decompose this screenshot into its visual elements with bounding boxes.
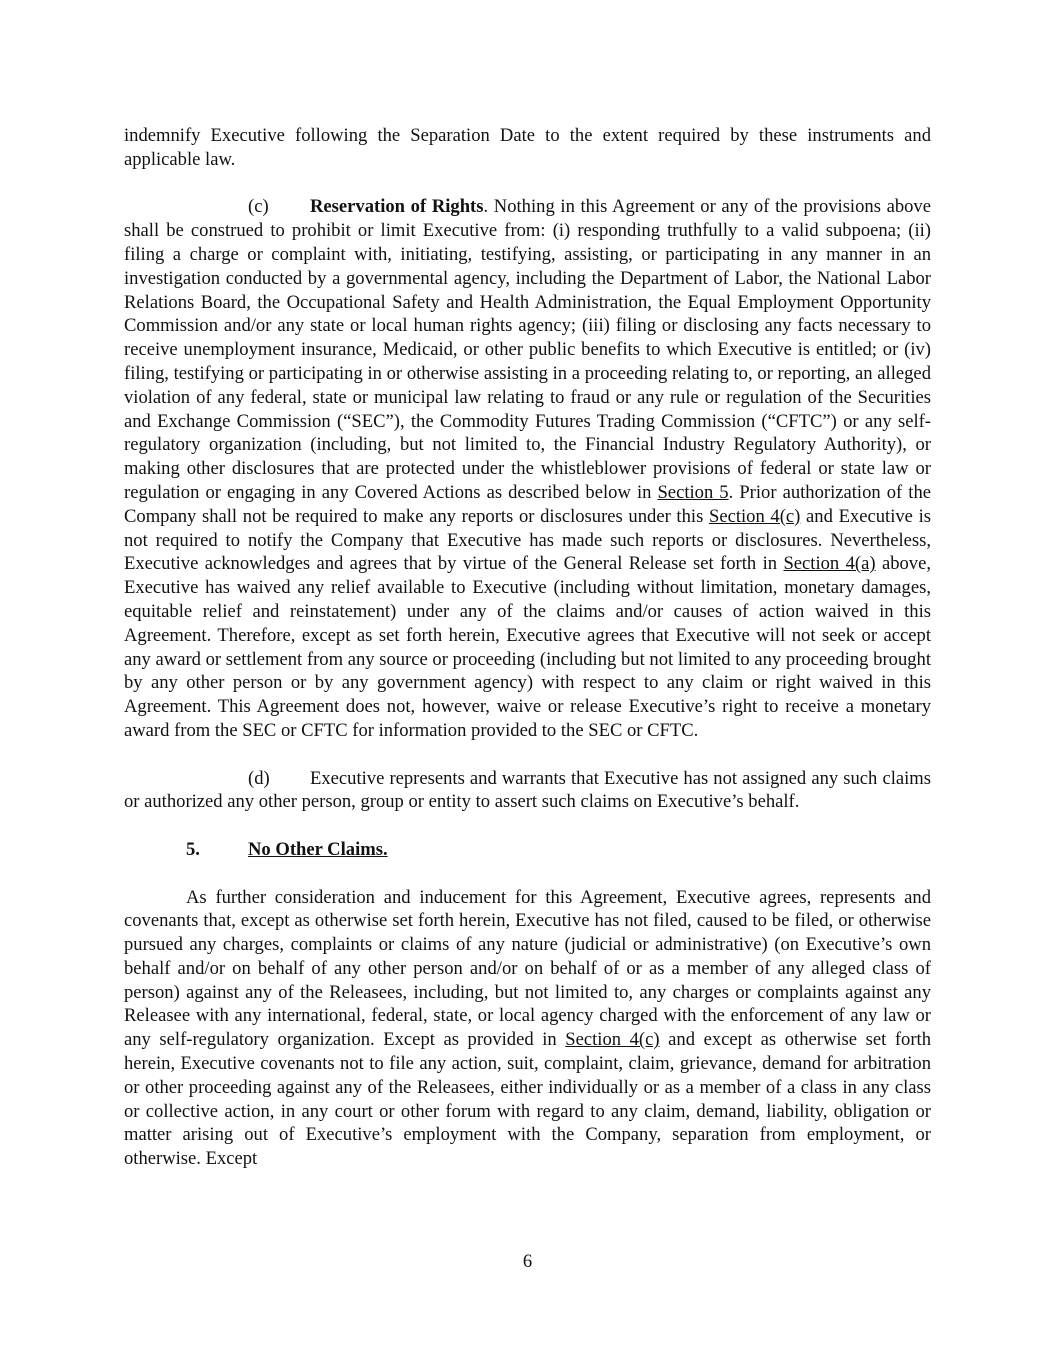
section-4d-label: (d): [248, 767, 270, 789]
section-4c-text-1: . Nothing in this Agreement or any of the provisions above shall be construed to prohibit or limit Executive from: (i) responding truthfully to a valid subpoena; (ii) filing a charge or complaint with, initiating, testifying, assisting, or participating in any manner in an investigation conducted by a governmental agency, including the Department of Labor, the National Labor Relations Board, the Occupational Safety and Health Administration, the Equal Employment Opportunity Commission and/or any state or local human rights agency; (iii) filing or disclosing any facts necessary to receive unemployment insurance, Medicaid, or other public benefits to which Executive is entitled; or (iv) filing, testifying or participating in or otherwise assisting in a proceeding relating to, or reporting, an alleged violation of any federal, state or municipal law relating to fraud or any rule or regulation of the Securities and Exchange Commission (“SEC”), the Commodity Futures Trading Commission (“CFTC”) or any self-regulatory organization (including, but not limited to, the Financial Industry Regulatory Authority), or making other disclosures that are protected under the whistleblower provisions of federal or state law or regulation or engaging in any Covered Actions as described below in: [124, 196, 931, 503]
section-4d-paragraph: [124, 767, 931, 815]
section-5-reference: Section 5: [657, 481, 729, 503]
section-4c-text-3: and Executive is not required to notify the Company that Executive has made such reports or disclosures. Nevertheless, Executive acknowledges and agrees that by virtue of the General Release set forth in: [124, 505, 931, 575]
section-5-number: 5.: [186, 838, 200, 860]
section-4c-paragraph: [124, 195, 931, 742]
section-4c-label: (c): [248, 196, 269, 218]
paragraph-spacer: [124, 743, 931, 767]
document-page: [124, 124, 931, 1171]
paragraph-spacer: [124, 172, 931, 196]
section-5-text-1: As further consideration and inducement for this Agreement, Executive agrees, represents and covenants that, except as otherwise set forth herein, Executive has not filed, caused to be filed, or otherwise pursued any charges, complaints or claims of any nature (judicial or administrative) (on Executive’s own behalf and/or on behalf of any other person and/or on behalf of or as a member of any alleged class of person) against any of the Releasees, including, but not limited to, any charges or complaints against any Releasee with any international, federal, state, or local agency charged with the enforcement of any law or any self-regulatory organization. Except as provided in: [124, 886, 931, 1051]
section-4a-reference: Section 4(a): [783, 553, 876, 575]
paragraph-spacer: [124, 814, 931, 838]
section-5-text-2: and except as otherwise set forth herein, Executive covenants not to file any action, suit, complaint, claim, grievance, demand for arbitration or other proceeding against any of the Releasees, either individually or as a member of a class in any class or collective action, in any court or other forum with regard to any claim, demand, liability, obligation or matter arising out of Executive’s employment with the Company, separation from employment, or otherwise. Except: [124, 1029, 931, 1170]
paragraph-spacer: [124, 862, 931, 886]
page-number: 6: [522, 1251, 533, 1272]
section-4d-text: Executive represents and warrants that Executive has not assigned any such claims or authorized any other person, group or entity to assert such claims on Executive’s behalf.: [124, 767, 931, 813]
section-4c-reference: Section 4(c): [565, 1029, 660, 1051]
section-5-paragraph: [124, 886, 931, 1172]
section-4c-heading: Reservation of Rights: [310, 196, 484, 218]
section-5-heading: [124, 838, 931, 862]
section-4c-text-4: above, Executive has waived any relief available to Executive (including without limitation, monetary damages, equitable relief and reinstatement) under any of the claims and/or causes of action waived in this Agreement. Therefore, except as set forth herein, Executive agrees that Executive will not seek or accept any award or settlement from any source or proceeding (including but not limited to any proceeding brought by any other person or by any government agency) with respect to any claim or right waived in this Agreement. This Agreement does not, however, waive or release Executive’s right to receive a monetary award from the SEC or CFTC for information provided to the SEC or CFTC.: [124, 553, 931, 741]
continuation-paragraph: indemnify Executive following the Separation Date to the extent required by these instruments and applicable law.: [124, 125, 931, 170]
section-4c-text-2: . Prior authorization of the Company shall not be required to make any reports or disclosures under this: [124, 481, 931, 527]
section-4c-reference: Section 4(c): [708, 505, 801, 527]
section-5-title: No Other Claims.: [248, 838, 388, 860]
